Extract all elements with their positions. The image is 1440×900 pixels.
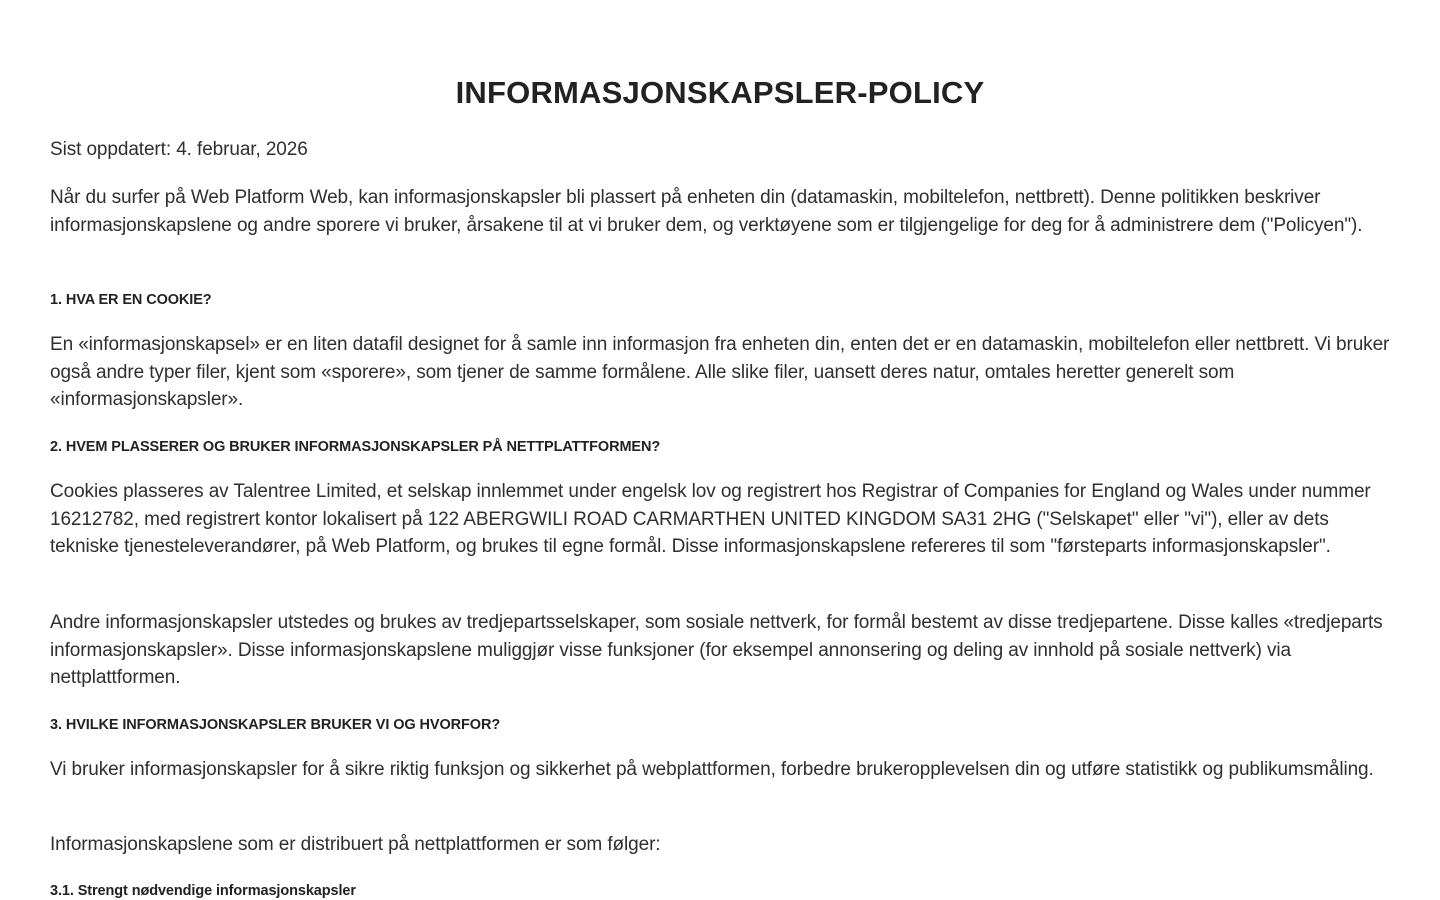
last-updated-text: Sist oppdatert: 4. februar, 2026 <box>50 139 308 160</box>
section-2-heading: 2. HVEM PLASSERER OG BRUKER INFORMASJONSKAPSLER PÅ NETTPLATTFORMEN? <box>50 439 661 455</box>
section-3-paragraph-2: Informasjonskapslene som er distribuert på nettplattformen er som følger: <box>50 834 661 855</box>
section-3-1-heading: 3.1. Strengt nødvendige informasjonskapsler <box>50 883 356 899</box>
section-2-paragraph-1: Cookies plasseres av Talentree Limited, et selskap innlemmet under engelsk lov og registrert hos Registrar of Companies for England og Wales under nummer 16212782, med registrert kontor lokalisert på 122 ABERGWILI ROAD CARMARTHEN UNITED KINGDOM SA31 2HG ("Selskapet" eller "vi"), eller av dets tekniske tjenesteleverandører, på Web Platform, og brukes til egne formål. Disse informasjonskapslene refereres til som "førsteparts informasjonskapsler". <box>50 481 1371 558</box>
intro-paragraph: Når du surfer på Web Platform Web, kan informasjonskapsler bli plassert på enheten din (datamaskin, mobiltelefon, nettbrett). Denne politikken beskriver informasjonskapslene og andre sporere vi bruker, årsakene til at vi bruker dem, og verktøyene som er tilgjengelige for deg for å administrere dem ("Policyen"). <box>50 187 1363 236</box>
page-title: INFORMASJONSKAPSLER-POLICY <box>455 75 985 110</box>
section-1-paragraph: En «informasjonskapsel» er en liten datafil designet for å samle inn informasjon fra enheten din, enten det er en datamaskin, mobiltelefon eller nettbrett. Vi bruker også andre typer filer, kjent som «sporere», som tjener de samme formålene. Alle slike filer, uansett deres natur, omtales heretter generelt som «informasjonskapsler». <box>50 334 1390 411</box>
section-3-heading: 3. HVILKE INFORMASJONSKAPSLER BRUKER VI OG HVORFOR? <box>50 717 501 733</box>
section-1-heading: 1. HVA ER EN COOKIE? <box>50 292 212 308</box>
section-2-paragraph-2: Andre informasjonskapsler utstedes og brukes av tredjepartsselskaper, som sosiale nettverk, for formål bestemt av disse tredjepartene. Disse kalles «tredjeparts informasjonskapsler». Disse informasjonskapslene muliggjør visse funksjoner (for eksempel annonsering og deling av innhold på sosiale nettverk) via nettplattformen. <box>50 612 1383 689</box>
section-3-paragraph-1: Vi bruker informasjonskapsler for å sikre riktig funksjon og sikkerhet på webplattformen, forbedre brukeropplevelsen din og utføre statistikk og publikumsmåling. <box>50 759 1374 780</box>
